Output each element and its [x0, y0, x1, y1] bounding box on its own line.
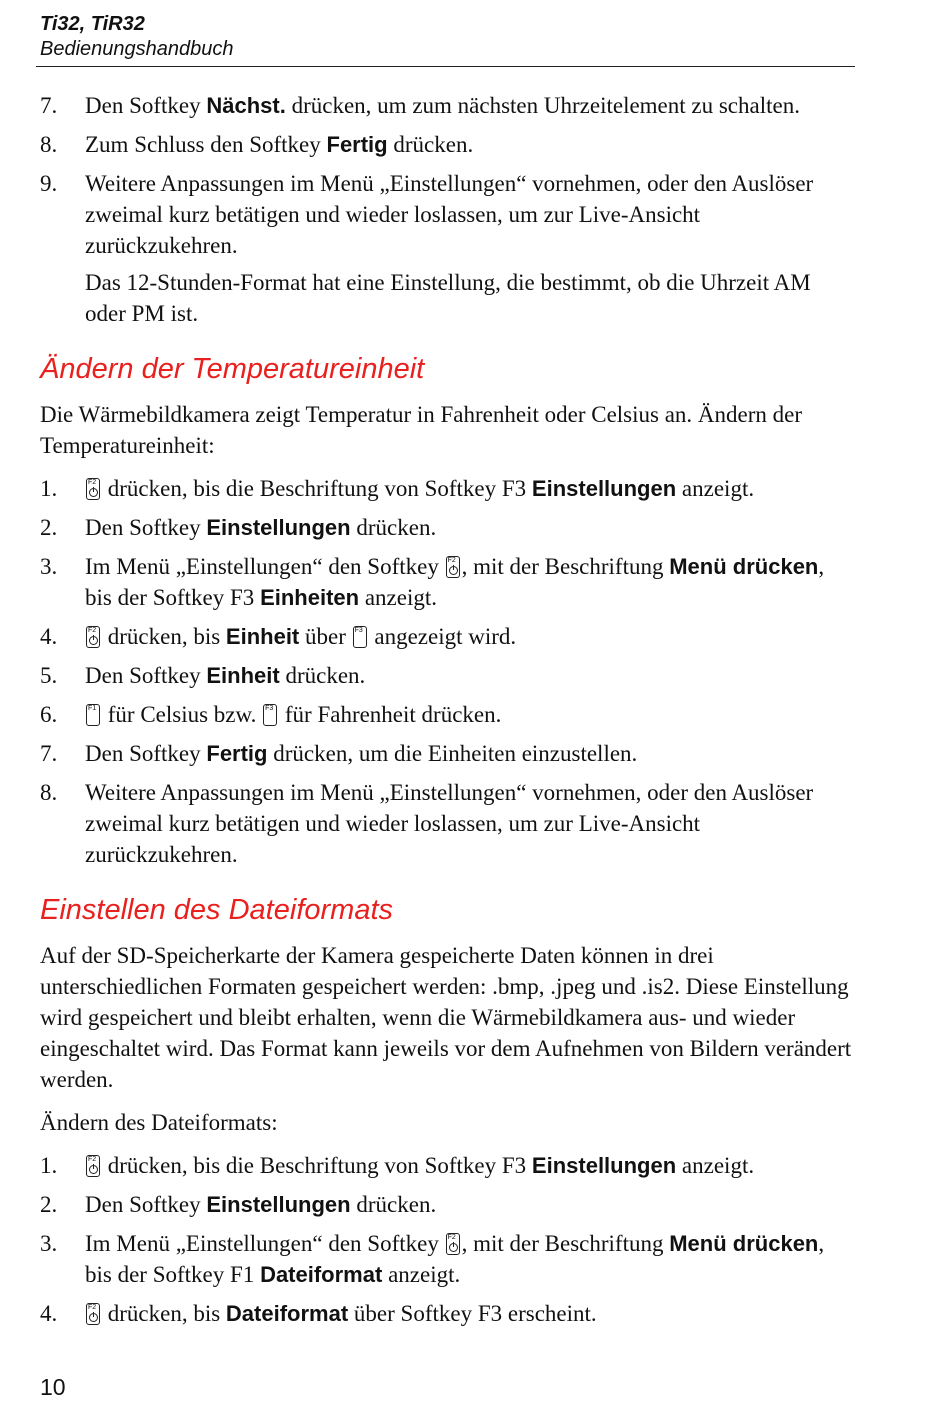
item-text: anzeigt.: [676, 1153, 755, 1178]
item-text: Weitere Anpassungen im Menü „Einstellungen“ vornehmen, oder den Auslöser zweimal kurz betätigen und wieder loslassen, um zur Live-Ansicht zurückzukehren.: [85, 171, 814, 258]
item-number: 3.: [40, 1231, 58, 1256]
f2-power-key-icon: [446, 1233, 460, 1255]
header-divider: [36, 66, 855, 67]
item-text: drücken.: [387, 132, 474, 157]
list-item: [40, 512, 855, 543]
item-number: 1.: [40, 1153, 58, 1178]
item-number: 2.: [40, 515, 58, 540]
item-text: für Fahrenheit drücken.: [279, 702, 502, 727]
softkey-label: Einstellungen: [531, 1153, 677, 1178]
list-item: [40, 1189, 855, 1220]
item-number: 3.: [40, 554, 58, 579]
key-label: F2: [88, 479, 97, 486]
section-paragraph: Auf der SD-Speicherkarte der Kamera gespeicherte Daten können in drei unterschiedlichen Formaten gespeichert werden: .bmp, .jpeg und .is2. Diese Einstellung wird gespeichert und bleibt erhalten, wenn die Wärmebildkamera aus- und wieder eingeschaltet wird. Das Format kann jeweils vor dem Aufnehmen von Bildern verändert werden.: [40, 943, 852, 1092]
key-label: F1: [88, 705, 97, 712]
list-item: [40, 551, 855, 613]
section-heading-file-format: Einstellen des Dateiformats: [40, 894, 393, 926]
manual-title: Ti32, TiR32: [40, 13, 145, 35]
list-item: [40, 777, 855, 870]
item-number: 8.: [40, 780, 58, 805]
page-number: 10: [40, 1374, 66, 1400]
item-text: über: [299, 624, 352, 649]
item-text: Weitere Anpassungen im Menü „Einstellungen“ vornehmen, oder den Auslöser zweimal kurz betätigen und wieder loslassen, um zur Live-Ansicht zurückzukehren.: [85, 780, 814, 867]
softkey-label: Menü drücken: [669, 554, 819, 579]
key-label: F3: [354, 627, 363, 634]
item-text: Zum Schluss den Softkey: [85, 132, 327, 157]
item-text: über Softkey F3 erscheint.: [348, 1301, 597, 1326]
item-text: Den Softkey: [85, 741, 207, 766]
f2-power-key-icon: [86, 1155, 100, 1177]
item-text: anzeigt.: [382, 1262, 461, 1287]
list-item: [40, 660, 855, 691]
item-text: Den Softkey: [85, 93, 207, 118]
item-text: Im Menü „Einstellungen“ den Softkey: [85, 554, 445, 579]
item-number: 8.: [40, 132, 58, 157]
list-item: [40, 168, 855, 261]
softkey-label: Dateiformat: [225, 1301, 349, 1326]
item-number: 4.: [40, 624, 58, 649]
list-item: [40, 1150, 855, 1181]
item-text: anzeigt.: [676, 476, 755, 501]
item-text: drücken, bis die Beschriftung von Softkey F3: [102, 1153, 532, 1178]
item-number: 1.: [40, 476, 58, 501]
item-text: drücken, bis die Beschriftung von Softkey F3: [102, 476, 532, 501]
key-label: F2: [447, 1234, 456, 1241]
f2-power-key-icon: [86, 478, 100, 500]
key-label: F2: [88, 1156, 97, 1163]
item-number: 4.: [40, 1301, 58, 1326]
key-label: F2: [88, 627, 97, 634]
item-text: , bis der Softkey F3: [85, 554, 825, 610]
section-paragraph-lead: Ändern des Dateiformats:: [40, 1110, 278, 1135]
softkey-label: Fertig: [326, 132, 388, 157]
note-paragraph: Das 12-Stunden-Format hat eine Einstellung, die bestimmt, ob die Uhrzeit AM oder PM ist.: [85, 270, 811, 326]
item-text: Den Softkey: [85, 515, 207, 540]
item-text: , bis der Softkey F1: [85, 1231, 825, 1287]
page-header: [40, 12, 855, 62]
list-item: [40, 90, 855, 121]
softkey-label: Einstellungen: [206, 515, 351, 540]
item-text: Im Menü „Einstellungen“ den Softkey: [85, 1231, 445, 1256]
f2-power-key-icon: [86, 1303, 100, 1325]
item-text: drücken.: [350, 1192, 437, 1217]
item-text: Den Softkey: [85, 663, 207, 688]
item-text: , mit der Beschriftung: [461, 1231, 670, 1256]
item-number: 5.: [40, 663, 58, 688]
item-text: drücken.: [279, 663, 366, 688]
list-item: [40, 1298, 855, 1329]
f2-power-key-icon: [86, 626, 100, 648]
softkey-label: Dateiformat: [260, 1262, 383, 1287]
softkey-label: Einheit: [225, 624, 300, 649]
item-number: 2.: [40, 1192, 58, 1217]
softkey-label: Einstellungen: [531, 476, 677, 501]
key-label: F2: [447, 557, 456, 564]
list-item: [40, 738, 855, 769]
section-paragraph: Die Wärmebildkamera zeigt Temperatur in Fahrenheit oder Celsius an. Ändern der Temperatureinheit:: [40, 402, 803, 458]
softkey-label: Einheit: [206, 663, 280, 688]
item-text: drücken, um zum nächsten Uhrzeitelement zu schalten.: [285, 93, 800, 118]
item-number: 7.: [40, 741, 58, 766]
item-text: drücken, bis: [102, 1301, 226, 1326]
softkey-label: Menü drücken: [669, 1231, 819, 1256]
list-item: [40, 699, 855, 730]
intro-list: [40, 90, 855, 261]
item-text: drücken.: [350, 515, 437, 540]
item-text: Den Softkey: [85, 1192, 207, 1217]
softkey-label: Nächst.: [206, 93, 286, 118]
softkey-label: Einheiten: [260, 585, 360, 610]
item-number: 9.: [40, 171, 58, 196]
item-text: drücken, um die Einheiten einzustellen.: [267, 741, 638, 766]
item-text: anzeigt.: [359, 585, 437, 610]
section-heading-temperature: Ändern der Temperatureinheit: [40, 353, 425, 385]
softkey-label: Fertig: [206, 741, 268, 766]
f3-key-icon: [263, 704, 277, 726]
item-number: 6.: [40, 702, 58, 727]
softkey-label: Einstellungen: [206, 1192, 351, 1217]
item-text: für Celsius bzw.: [102, 702, 263, 727]
list-item: [40, 1228, 855, 1290]
temperature-steps: [40, 473, 855, 870]
list-item: [40, 129, 855, 160]
key-label: F2: [88, 1304, 97, 1311]
f1-key-icon: [86, 704, 100, 726]
manual-subtitle: Bedienungshandbuch: [40, 38, 234, 60]
f3-key-icon: [353, 626, 367, 648]
f2-power-key-icon: [446, 556, 460, 578]
item-text: angezeigt wird.: [368, 624, 517, 649]
key-label: F3: [265, 705, 274, 712]
item-number: 7.: [40, 93, 58, 118]
item-text: drücken, bis: [102, 624, 226, 649]
page-content: [40, 90, 855, 1337]
list-item: [40, 473, 855, 504]
file-format-steps: [40, 1150, 855, 1329]
list-item: [40, 621, 855, 652]
item-text: , mit der Beschriftung: [461, 554, 670, 579]
